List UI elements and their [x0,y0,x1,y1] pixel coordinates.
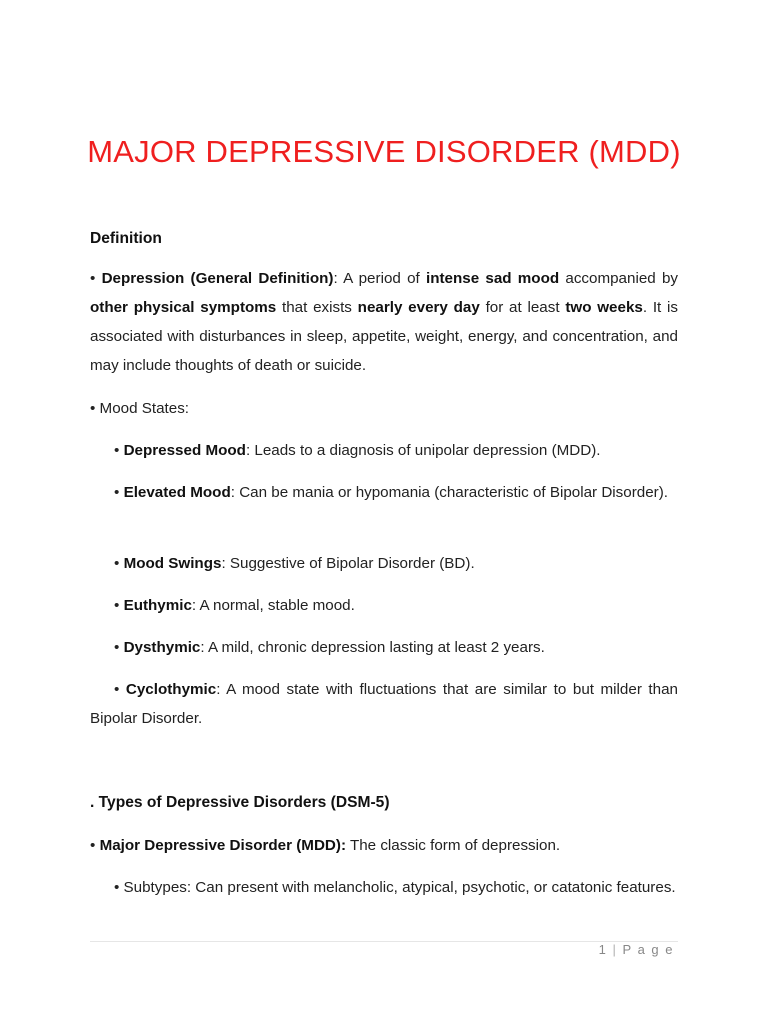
bullet: • [90,270,96,287]
depression-definition-paragraph [90,264,678,380]
emphasis-intense-sad-mood: intense sad mood [425,270,560,287]
mood-state-term: Cyclothymic [125,681,217,698]
mood-state-term: Mood Swings [123,555,222,572]
mood-state-text: : Can be mania or hypomania (characteristic of Bipolar Disorder). [230,484,668,501]
mdd-item [90,831,678,860]
mood-state-item [90,436,678,465]
term-depression: Depression (General Definition) [101,270,334,287]
mood-state-item [90,675,678,733]
page-title: MAJOR DEPRESSIVE DISORDER (MDD) [87,134,681,169]
emphasis-nearly-every-day: nearly every day [357,299,480,316]
types-heading: . Types of Depressive Disorders (DSM-5) [90,794,390,811]
mood-state-term: Dysthymic [123,639,201,656]
bullet: • [114,555,120,572]
mood-states-label: • Mood States: [90,400,190,417]
mood-state-text: : A normal, stable mood. [191,597,355,614]
page-label: P a g e [622,942,674,957]
bullet: • [114,639,120,656]
definition-heading: Definition [90,230,162,247]
bullet: • [114,681,120,698]
footer-separator: | [612,942,618,957]
emphasis-two-weeks: two weeks [565,299,643,316]
definition-text: . It is associated with disturbances in sleep, appetite, weight, energy, and concentration, and may include thoughts of death or suicide. [90,299,678,374]
bullet: • [90,837,96,854]
page-number: 1 [598,942,608,957]
mood-state-text: : A mild, chronic depression lasting at least 2 years. [200,639,545,656]
term-mdd: Major Depressive Disorder (MDD): [99,837,346,854]
mood-state-term: Depressed Mood [123,442,246,459]
bullet: • [114,442,120,459]
subtypes-item: • Subtypes: Can present with melancholic, atypical, psychotic, or catatonic features. [114,879,676,896]
bullet: • [114,484,120,501]
footer-divider [90,941,678,942]
mood-state-text: : Suggestive of Bipolar Disorder (BD). [221,555,475,572]
mood-state-item [90,591,678,620]
mood-state-term: Elevated Mood [123,484,231,501]
mood-state-item [90,633,678,662]
bullet: • [114,597,120,614]
definition-text: : A period of [333,270,426,287]
mood-state-text: : A mood state with fluctuations that are similar to but milder than Bipolar Disorder. [90,681,678,727]
mdd-text: The classic form of depression. [346,837,561,854]
mood-state-item [90,478,678,507]
definition-text: that exists [276,299,358,316]
page-footer [599,942,674,957]
emphasis-physical-symptoms: other physical symptoms [90,299,277,316]
definition-text: for at least [479,299,566,316]
definition-text: accompanied by [559,270,678,287]
mood-state-item [90,549,678,578]
mood-state-term: Euthymic [123,597,192,614]
mood-state-text: : Leads to a diagnosis of unipolar depression (MDD). [245,442,601,459]
